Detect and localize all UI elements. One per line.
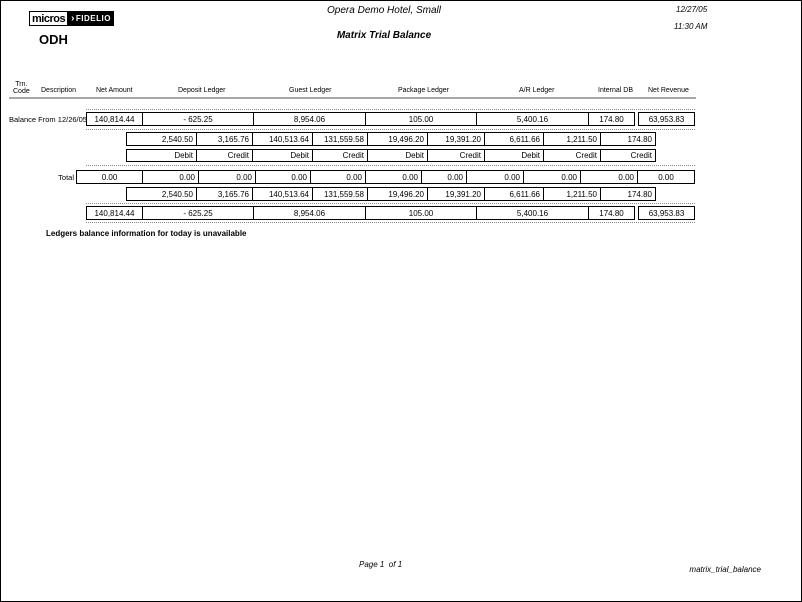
debit-credit-label: Credit — [601, 149, 656, 162]
package-credit: 19,391.20 — [428, 132, 485, 146]
ledger-detail-row-bottom — [126, 187, 656, 201]
dotted-separator — [86, 222, 695, 223]
guest-debit: 140,513.64 — [253, 187, 313, 201]
opening-deposit-ledger: - 625.25 — [143, 112, 254, 126]
ar-debit: 6,611.66 — [485, 132, 544, 146]
closing-net-amount: 140,814.44 — [86, 206, 143, 220]
opening-net-amount: 140,814.44 — [86, 112, 143, 126]
closing-guest-ledger: 8,954.06 — [254, 206, 366, 220]
total-label: Total — [58, 173, 74, 182]
hotel-name: Opera Demo Hotel, Small — [327, 5, 441, 16]
ar-credit: 1,211.50 — [544, 187, 601, 201]
total-row — [76, 170, 695, 184]
closing-ar-ledger: 5,400.16 — [477, 206, 589, 220]
total-package-debit: 0.00 — [366, 170, 422, 184]
closing-package-ledger: 105.00 — [366, 206, 477, 220]
opening-balance-row — [86, 112, 695, 126]
closing-net-revenue: 63,953.83 — [638, 206, 695, 220]
header-rule — [9, 97, 696, 99]
debit-credit-label: Debit — [485, 149, 544, 162]
opening-guest-ledger: 8,954.06 — [254, 112, 366, 126]
debit-credit-label: Debit — [368, 149, 428, 162]
ledger-detail-row-top — [126, 132, 656, 146]
deposit-credit: 3,165.76 — [197, 132, 253, 146]
dotted-separator — [86, 109, 695, 110]
ar-credit: 1,211.50 — [544, 132, 601, 146]
report-date: 12/27/05 — [676, 5, 708, 14]
package-debit: 19,496.20 — [368, 132, 428, 146]
column-header-guest-ledger: Guest Ledger — [289, 87, 332, 94]
guest-credit: 131,559.58 — [313, 187, 368, 201]
report-title: Matrix Trial Balance — [336, 30, 432, 41]
opening-internal-db: 174.80 — [589, 112, 635, 126]
column-header-net-amount: Net Amount — [96, 87, 133, 94]
total-deposit-debit: 0.00 — [143, 170, 199, 184]
internal-db-amount: 174.80 — [601, 132, 656, 146]
deposit-credit: 3,165.76 — [197, 187, 253, 201]
opening-net-revenue: 63,953.83 — [638, 112, 695, 126]
debit-credit-label: Debit — [126, 149, 197, 162]
dotted-separator — [86, 165, 695, 166]
guest-debit: 140,513.64 — [253, 132, 313, 146]
total-package-credit: 0.00 — [422, 170, 467, 184]
fidelio-logo-text: FIDELIO — [75, 14, 111, 23]
debit-credit-label: Credit — [544, 149, 601, 162]
opening-package-ledger: 105.00 — [366, 112, 477, 126]
dotted-separator — [86, 129, 695, 130]
total-net-revenue: 0.00 — [638, 170, 695, 184]
balance-from-label: Balance From 12/26/05 — [9, 115, 87, 124]
ar-debit: 6,611.66 — [485, 187, 544, 201]
deposit-debit: 2,540.50 — [126, 187, 197, 201]
package-credit: 19,391.20 — [428, 187, 485, 201]
debit-credit-label-row — [126, 149, 656, 162]
internal-db-amount: 174.80 — [601, 187, 656, 201]
column-header-internal-db: Internal DB — [598, 87, 634, 94]
micros-logo-text: micros — [29, 11, 68, 26]
total-guest-credit: 0.00 — [311, 170, 366, 184]
total-internal-db: 0.00 — [581, 170, 638, 184]
ledgers-unavailable-note: Ledgers balance information for today is unavailable — [46, 229, 247, 238]
package-debit: 19,496.20 — [368, 187, 428, 201]
logo-arrow-icon: › — [71, 12, 75, 24]
total-guest-debit: 0.00 — [256, 170, 311, 184]
closing-balance-row — [86, 206, 695, 220]
opening-ar-ledger: 5,400.16 — [477, 112, 589, 126]
page-number: Page 1 of 1 — [359, 560, 403, 569]
total-ar-debit: 0.00 — [467, 170, 524, 184]
total-net-amount: 0.00 — [76, 170, 143, 184]
debit-credit-label: Credit — [428, 149, 485, 162]
deposit-debit: 2,540.50 — [126, 132, 197, 146]
column-header-package-ledger: Package Ledger — [398, 87, 449, 94]
column-header-trn-code — [13, 81, 30, 95]
column-header-net-revenue: Net Revenue — [648, 87, 689, 94]
column-header-deposit-ledger: Deposit Ledger — [178, 87, 226, 94]
column-header-ar-ledger: A/R Ledger — [519, 87, 555, 94]
total-deposit-credit: 0.00 — [199, 170, 256, 184]
trn-code-line1: Trn. — [15, 81, 28, 88]
debit-credit-label: Credit — [313, 149, 368, 162]
guest-credit: 131,559.58 — [313, 132, 368, 146]
report-file-name: matrix_trial_balance — [689, 565, 761, 574]
dotted-separator — [86, 203, 695, 204]
debit-credit-label: Credit — [197, 149, 253, 162]
closing-deposit-ledger: - 625.25 — [143, 206, 254, 220]
closing-internal-db: 174.80 — [589, 206, 635, 220]
report-time: 11:30 AM — [674, 22, 708, 31]
total-ar-credit: 0.00 — [524, 170, 581, 184]
column-header-description: Description — [41, 87, 77, 94]
trn-code-line2: Code — [13, 88, 30, 95]
property-code: ODH — [39, 32, 68, 47]
debit-credit-label: Debit — [253, 149, 313, 162]
